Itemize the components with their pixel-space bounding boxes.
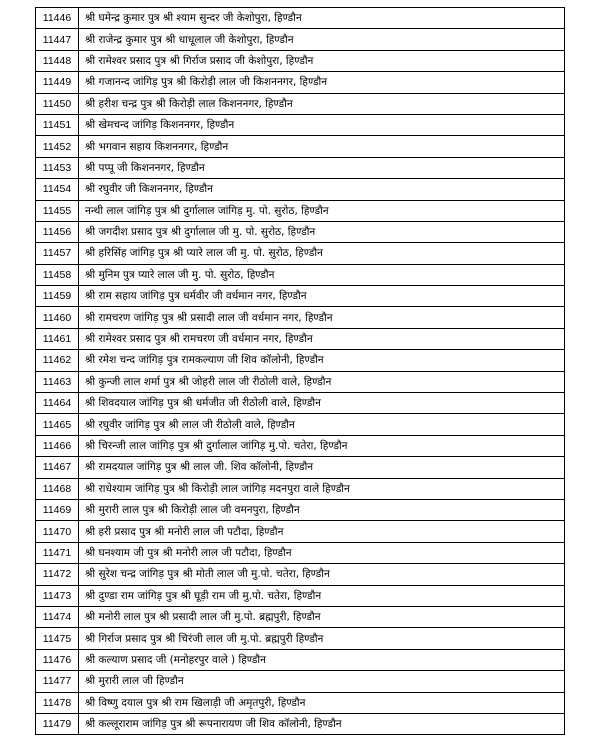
table-row	[36, 713, 565, 734]
table-row	[36, 457, 565, 478]
serial-number-cell: 11470	[36, 521, 79, 542]
serial-number-cell: 11469	[36, 499, 79, 520]
serial-number-cell: 11462	[36, 350, 79, 371]
table-row	[36, 414, 565, 435]
member-name-address-cell: श्री जगदीश प्रसाद पुत्र श्री दुर्गालाल जी मु. पो. सुरोठ, हिण्डौन	[79, 221, 565, 242]
table-row	[36, 564, 565, 585]
table-row	[36, 221, 565, 242]
member-name-address-cell: श्री गिर्राज प्रसाद पुत्र श्री चिरंजी लाल जी मु.पो. ब्रह्मपुरी हिण्डौन	[79, 628, 565, 649]
table-row	[36, 328, 565, 349]
table-row	[36, 8, 565, 29]
member-name-address-cell: श्री रामचरण जांगिड़ पुत्र श्री प्रसादी लाल जी वर्धमान नगर, हिण्डौन	[79, 307, 565, 328]
member-name-address-cell: श्री मुनिम पुत्र प्यारे लाल जी मु. पो. सुरोठ, हिण्डौन	[79, 264, 565, 285]
member-name-address-cell: श्री रामेश्वर प्रसाद पुत्र श्री रामचरण जी वर्धमान नगर, हिण्डौन	[79, 328, 565, 349]
table-row	[36, 606, 565, 627]
table-row	[36, 72, 565, 93]
table-row	[36, 628, 565, 649]
table-row	[36, 435, 565, 456]
serial-number-cell: 11466	[36, 435, 79, 456]
table-row	[36, 157, 565, 178]
serial-number-cell: 11465	[36, 414, 79, 435]
serial-number-cell: 11454	[36, 179, 79, 200]
member-name-address-cell: श्री घनश्याम जी पुत्र श्री मनोरी लाल जी पटौदा, हिण्डौन	[79, 542, 565, 563]
member-name-address-cell: श्री राजेन्द्र कुमार पुत्र श्री धाधूलाल जी केशोपुरा, हिण्डौन	[79, 29, 565, 50]
member-name-address-cell: श्री भगवान सहाय किशननगर, हिण्डौन	[79, 136, 565, 157]
table-row	[36, 671, 565, 692]
member-name-address-cell: श्री राम सहाय जांगिड़ पुत्र धर्मवीर जी वर्धमान नगर, हिण्डौन	[79, 286, 565, 307]
member-name-address-cell: नन्थी लाल जांगिड़ पुत्र श्री दुर्गालाल जांगिड़ मु. पो. सुरोठ, हिण्डौन	[79, 200, 565, 221]
member-name-address-cell: श्री रमेश चन्द जांगिड़ पुत्र रामकल्याण जी शिव कॉलोनी, हिण्डौन	[79, 350, 565, 371]
member-name-address-cell: श्री रघुवीर जी किशननगर, हिण्डौन	[79, 179, 565, 200]
member-name-address-cell: श्री मनोरी लाल पुत्र श्री प्रसादी लाल जी मु.पो. ब्रह्मपुरी, हिण्डौन	[79, 606, 565, 627]
member-name-address-cell: श्री दुण्डा राम जांगिड़ पुत्र श्री घूड़ी राम जी मु.पो. चतेरा, हिण्डौन	[79, 585, 565, 606]
table-row	[36, 243, 565, 264]
member-name-address-cell: श्री रामदयाल जांगिड़ पुत्र श्री लाल जी. शिव कॉलोनी, हिण्डौन	[79, 457, 565, 478]
table-row	[36, 179, 565, 200]
member-name-address-cell: श्री रघुवीर जांगिड़ पुत्र श्री लाल जी रीठोली वाले, हिण्डौन	[79, 414, 565, 435]
table-row	[36, 136, 565, 157]
table-row	[36, 542, 565, 563]
serial-number-cell: 11447	[36, 29, 79, 50]
serial-number-cell: 11451	[36, 114, 79, 135]
member-name-address-cell: श्री कुन्जी लाल शर्मा पुत्र श्री जोहरी लाल जी रीठोली वाले, हिण्डौन	[79, 371, 565, 392]
serial-number-cell: 11467	[36, 457, 79, 478]
serial-number-cell: 11449	[36, 72, 79, 93]
member-name-address-cell: श्री घमेन्द्र कुमार पुत्र श्री श्याम सुन्दर जी केशोपुरा, हिण्डौन	[79, 8, 565, 29]
serial-number-cell: 11479	[36, 713, 79, 734]
table-row	[36, 286, 565, 307]
serial-number-cell: 11446	[36, 8, 79, 29]
table-row	[36, 350, 565, 371]
serial-number-cell: 11461	[36, 328, 79, 349]
serial-number-cell: 11472	[36, 564, 79, 585]
table-row	[36, 29, 565, 50]
serial-number-cell: 11474	[36, 606, 79, 627]
table-row	[36, 393, 565, 414]
serial-number-cell: 11475	[36, 628, 79, 649]
serial-number-cell: 11468	[36, 478, 79, 499]
table-row	[36, 264, 565, 285]
table-row	[36, 585, 565, 606]
serial-number-cell: 11453	[36, 157, 79, 178]
table-row	[36, 114, 565, 135]
serial-number-cell: 11464	[36, 393, 79, 414]
table-row	[36, 521, 565, 542]
table-row	[36, 307, 565, 328]
serial-number-cell: 11471	[36, 542, 79, 563]
member-name-address-cell: श्री रामेश्वर प्रसाद पुत्र श्री गिर्राज प्रसाद जी केशोपुरा, हिण्डौन	[79, 50, 565, 71]
table-row	[36, 692, 565, 713]
member-name-address-cell: श्री राधेश्याम जांगिड़ पुत्र श्री किरोड़ी लाल जांगिड़ मदनपुरा वाले हिण्डौन	[79, 478, 565, 499]
serial-number-cell: 11457	[36, 243, 79, 264]
member-register-page	[35, 7, 565, 735]
serial-number-cell: 11456	[36, 221, 79, 242]
member-name-address-cell: श्री शिवदयाल जांगिड़ पुत्र श्री धर्मजीत जी रीठोली वाले, हिण्डौन	[79, 393, 565, 414]
member-name-address-cell: श्री सुरेश चन्द्र जांगिड़ पुत्र श्री मोती लाल जी मु.पो. चतेरा, हिण्डौन	[79, 564, 565, 585]
table-row	[36, 93, 565, 114]
serial-number-cell: 11473	[36, 585, 79, 606]
member-register-table	[35, 7, 565, 735]
serial-number-cell: 11459	[36, 286, 79, 307]
serial-number-cell: 11450	[36, 93, 79, 114]
member-name-address-cell: श्री मुरारी लाल पुत्र श्री किरोड़ी लाल जी वमनपुरा, हिण्डौन	[79, 499, 565, 520]
member-name-address-cell: श्री कल्याण प्रसाद जी (मनोहरपुर वाले ) हिण्डौन	[79, 649, 565, 670]
member-name-address-cell: श्री खेमचन्द जांगिड़ किशननगर, हिण्डौन	[79, 114, 565, 135]
serial-number-cell: 11477	[36, 671, 79, 692]
serial-number-cell: 11458	[36, 264, 79, 285]
table-row	[36, 50, 565, 71]
member-name-address-cell: श्री विष्णु दयाल पुत्र श्री राम खिलाड़ी जी अमृतपुरी, हिण्डौन	[79, 692, 565, 713]
serial-number-cell: 11478	[36, 692, 79, 713]
serial-number-cell: 11463	[36, 371, 79, 392]
member-name-address-cell: श्री मुरारी लाल जी हिण्डौन	[79, 671, 565, 692]
table-row	[36, 649, 565, 670]
serial-number-cell: 11452	[36, 136, 79, 157]
member-name-address-cell: श्री गजानन्द जांगिड़ पुत्र श्री किरोड़ी लाल जी किशननगर, हिण्डौन	[79, 72, 565, 93]
member-name-address-cell: श्री पप्पू जी किशननगर, हिण्डौन	[79, 157, 565, 178]
member-name-address-cell: श्री चिरन्जी लाल जांगिड़ पुत्र श्री दुर्गालाल जांगिड़ मु.पो. चतेरा, हिण्डौन	[79, 435, 565, 456]
member-name-address-cell: श्री हरिसिंह जांगिड़ पुत्र श्री प्यारे लाल जी मु. पो. सुरोठ, हिण्डौन	[79, 243, 565, 264]
table-row	[36, 371, 565, 392]
serial-number-cell: 11476	[36, 649, 79, 670]
serial-number-cell: 11448	[36, 50, 79, 71]
table-row	[36, 478, 565, 499]
table-row	[36, 200, 565, 221]
serial-number-cell: 11455	[36, 200, 79, 221]
member-name-address-cell: श्री हरी प्रसाद पुत्र श्री मनोरी लाल जी पटौदा, हिण्डौन	[79, 521, 565, 542]
member-name-address-cell: श्री हरीश चन्द्र पुत्र श्री किरोड़ी लाल किशननगर, हिण्डौन	[79, 93, 565, 114]
register-table-body	[36, 8, 565, 735]
serial-number-cell: 11460	[36, 307, 79, 328]
table-row	[36, 499, 565, 520]
member-name-address-cell: श्री कल्लूराराम जांगिड़ पुत्र श्री रूपनारायण जी शिव कॉलोनी, हिण्डौन	[79, 713, 565, 734]
